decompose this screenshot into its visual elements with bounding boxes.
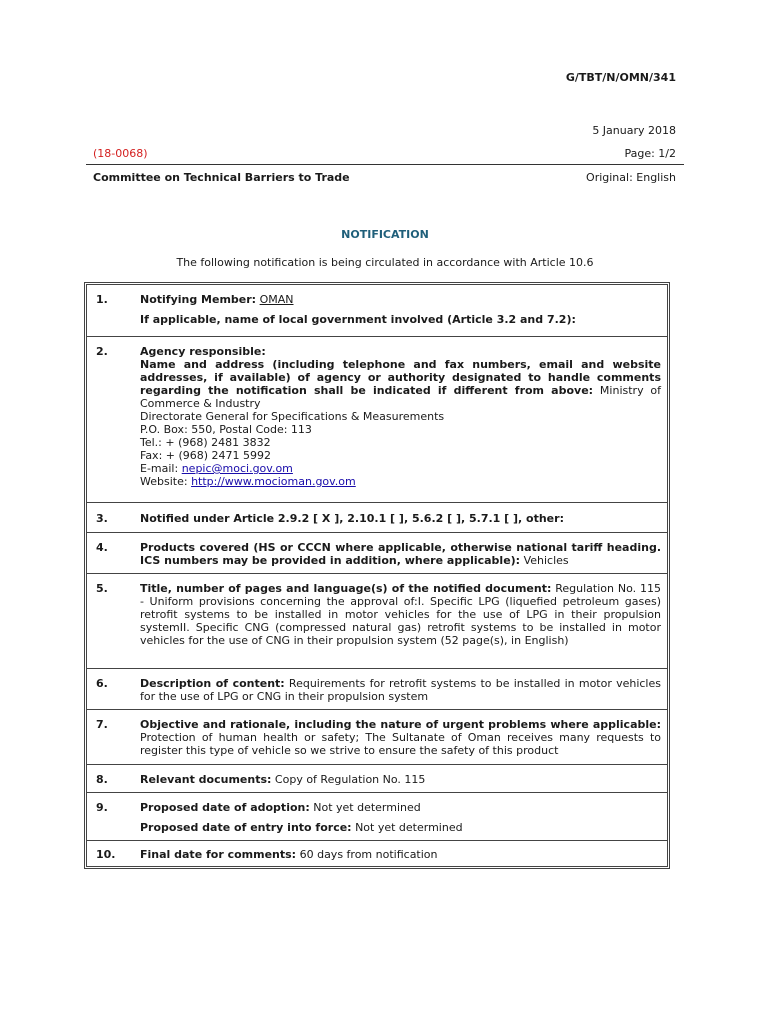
website-label: Website: (140, 475, 188, 488)
relevant-documents: Copy of Regulation No. 115 (274, 773, 426, 786)
products-covered: Vehicles (523, 554, 569, 567)
adoption-date: Not yet determined (313, 801, 421, 814)
item-label: Agency responsible: (140, 345, 266, 358)
comments-deadline: 60 days from notification (299, 848, 438, 861)
document-number: (18-0068) (93, 147, 148, 160)
page-title: NOTIFICATION (341, 228, 429, 241)
item-number: 3. (96, 512, 108, 525)
intro-text: The following notification is being circulated in accordance with Article 10.6 (176, 256, 594, 269)
item-number: 2. (96, 345, 108, 358)
table-row (87, 841, 667, 866)
document-symbol: G/TBT/N/OMN/341 (565, 71, 676, 84)
table-row (87, 285, 667, 337)
agency-name: Ministry of Commerce & Industry (140, 384, 662, 410)
agency-tel: Tel.: + (968) 2481 3832 (140, 436, 271, 449)
table-row (87, 337, 667, 503)
item-number: 8. (96, 773, 108, 786)
table-row (87, 503, 667, 533)
item-number: 7. (96, 718, 108, 731)
table-row (87, 669, 667, 710)
notifying-member: OMAN (259, 293, 294, 306)
item-label: Products covered (HS or CCCN where applicable, otherwise national tariff heading. ICS numbers may be provided in addition, where applicable): (140, 541, 661, 567)
table-row (87, 710, 667, 765)
email-link[interactable]: nepic@moci.gov.om (181, 462, 293, 475)
content-description: Requirements for retrofit systems to be installed in motor vehicles for the use of LPG or CNG in their propulsion system (140, 677, 661, 703)
table-row (87, 533, 667, 574)
item-label: Relevant documents: (140, 773, 272, 786)
item-number: 9. (96, 801, 108, 814)
page-indicator: Page: 1/2 (624, 147, 676, 160)
item-label: Notified under Article 2.9.2 [ X ], 2.10.1 [ ], 5.6.2 [ ], 5.7.1 [ ], other: (140, 512, 564, 525)
table-row (87, 574, 667, 669)
item-label: Objective and rationale, including the nature of urgent problems where applicable: (140, 718, 661, 731)
item-label: Proposed date of adoption: (140, 801, 310, 814)
original-language: Original: English (586, 171, 676, 184)
entry-into-force-date: Not yet determined (355, 821, 463, 834)
table-row (87, 765, 667, 793)
header-divider (86, 164, 684, 165)
item-label: Proposed date of entry into force: (140, 821, 352, 834)
item-number: 1. (96, 293, 108, 306)
item-label: Final date for comments: (140, 848, 297, 861)
notification-table (84, 282, 670, 869)
item-number: 10. (96, 848, 116, 861)
document-title: Regulation No. 115 - Uniform provisions concerning the approval of:I. Specific LPG (liquefied petroleum gases) retrofit systems to be installed in motor vehicles for the use of LPG in their propulsion systemII. Specific CNG (compressed natural gas) retrofit systems to be installed in motor vehicles for the use of CNG in their propulsion system (52 page(s), in English) (140, 582, 661, 647)
committee-name: Committee on Technical Barriers to Trade (93, 171, 350, 184)
website-link[interactable]: http://www.mocioman.gov.om (191, 475, 356, 488)
email-label: E-mail: (140, 462, 179, 475)
agency-postal: P.O. Box: 550, Postal Code: 113 (140, 423, 312, 436)
item-label: Title, number of pages and language(s) of the notified document: (140, 582, 552, 595)
document-date: 5 January 2018 (592, 124, 676, 137)
objective-rationale: Protection of human health or safety; The Sultanate of Oman receives many requests to register this type of vehicle so we strive to ensure the safety of this product (140, 731, 661, 757)
item-number: 4. (96, 541, 108, 554)
item-sublabel: If applicable, name of local government involved (Article 3.2 and 7.2): (140, 313, 576, 326)
item-number: 6. (96, 677, 108, 690)
item-label: Notifying Member: (140, 293, 257, 306)
agency-directorate: Directorate General for Specifications & Measurements (140, 410, 445, 423)
item-label-detail: Name and address (including telephone and fax numbers, email and website addresses, if available) of agency or authority designated to handle comments regarding the notification shall be indicated if different from above: (140, 358, 661, 397)
agency-fax: Fax: + (968) 2471 5992 (140, 449, 272, 462)
item-label: Description of content: (140, 677, 285, 690)
table-row (87, 793, 667, 841)
item-number: 5. (96, 582, 108, 595)
